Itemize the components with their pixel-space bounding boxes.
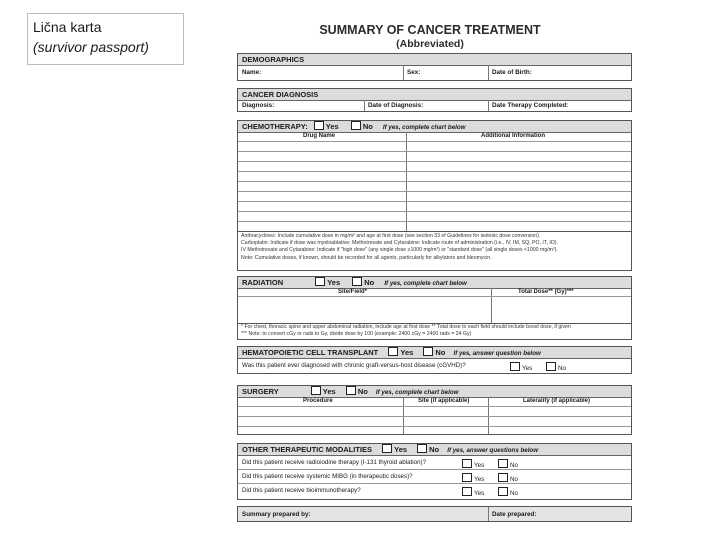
surgery-no-checkbox[interactable] <box>346 386 356 395</box>
form-subtitle: (Abbreviated) <box>396 38 464 50</box>
radioiodine-yes-option[interactable] <box>458 459 484 469</box>
chemo-yes-checkbox[interactable] <box>314 121 324 130</box>
hct-no-label: No <box>435 348 446 357</box>
bioimmunotherapy-yes-label: Yes <box>474 490 485 497</box>
surgery-section <box>237 385 632 435</box>
caption-subtitle: (survivor passport) <box>33 39 149 55</box>
bioimmunotherapy-question: Did this patient receive bioimmunotherapy? <box>242 487 361 494</box>
radioiodine-yes-label: Yes <box>474 462 485 469</box>
radioiodine-no-option[interactable] <box>494 459 518 469</box>
cgvhd-yes-label: Yes <box>522 365 533 372</box>
cgvhd-no-checkbox[interactable] <box>546 362 556 371</box>
mibg-yes-checkbox[interactable] <box>462 473 472 482</box>
demographics-section <box>237 53 632 81</box>
chemo-instruction: If yes, complete chart below <box>382 124 466 131</box>
summary-footer <box>237 506 632 522</box>
therapy-completed-field[interactable]: Date Therapy Completed: <box>492 102 569 109</box>
laterality-column: Laterality (if applicable) <box>523 398 591 404</box>
radiation-no-label: No <box>364 278 375 287</box>
radiation-section <box>237 276 632 340</box>
other-yes-checkbox[interactable] <box>382 444 392 453</box>
bioimmunotherapy-yes-checkbox[interactable] <box>462 487 472 496</box>
chemotherapy-section <box>237 120 632 271</box>
radiation-footnotes <box>241 324 571 338</box>
other-no-checkbox[interactable] <box>417 444 427 453</box>
hct-instruction: If yes, answer question below <box>453 350 541 357</box>
chemo-no-label: No <box>362 122 373 131</box>
form-title: SUMMARY OF CANCER TREATMENT <box>319 23 541 37</box>
dob-field[interactable]: Date of Birth: <box>492 69 532 76</box>
chemo-note-4: Note: Cumulative doses, if known, should be recorded for all agents, particularly for alkylators and bleomycin. <box>241 254 492 261</box>
cgvhd-question: Was this patient ever diagnosed with chronic graft-versus-host disease (cGVHD)? <box>242 362 466 369</box>
date-prepared-field[interactable]: Date prepared: <box>492 511 537 518</box>
surgery-yes-checkbox[interactable] <box>311 386 321 395</box>
hct-yes-checkbox[interactable] <box>388 347 398 356</box>
mibg-no-option[interactable] <box>494 473 518 483</box>
surgery-instruction: If yes, complete chart below <box>375 389 459 396</box>
hct-title: HEMATOPOIETIC CELL TRANSPLANT <box>242 348 379 357</box>
additional-info-column: Additional Information <box>481 133 545 139</box>
cgvhd-yes-option[interactable] <box>506 362 532 372</box>
mibg-yes-label: Yes <box>474 476 485 483</box>
bioimmunotherapy-yes-option[interactable] <box>458 487 484 497</box>
mibg-question: Did this patient receive systemic MIBG (in therapeutic doses)? <box>242 473 413 480</box>
other-no-label: No <box>429 445 440 454</box>
surgery-title: SURGERY <box>242 387 279 396</box>
radiation-yes-checkbox[interactable] <box>315 277 325 286</box>
sex-field[interactable]: Sex: <box>407 69 421 76</box>
chemo-note-2: Carboplatin: Indicate if dose was myeloablative; Methotrexate and Cytarabine: Indicate route of administration (i.e., IV, IM, SQ, PO, IT, IO). <box>241 240 558 247</box>
radioiodine-no-label: No <box>510 462 519 469</box>
surgery-header <box>238 386 631 398</box>
drug-name-column: Drug Name <box>303 133 336 139</box>
other-modalities-title: OTHER THERAPEUTIC MODALITIES <box>242 445 373 454</box>
chemo-footnotes <box>241 233 558 262</box>
total-dose-column: Total Dose** (Gy)*** <box>518 289 574 295</box>
other-modalities-section <box>237 443 632 500</box>
chemo-note-1: Anthracyclines: Include cumulative dose in mg/m² and age at first dose (see section 33 of Guidelines for isotoxic dose conversion). <box>241 233 541 239</box>
site-column: Site (if applicable) <box>418 398 470 404</box>
diagnosis-header: CANCER DIAGNOSIS <box>238 89 631 101</box>
radiation-no-checkbox[interactable] <box>352 277 362 286</box>
name-field[interactable]: Name: <box>242 69 262 76</box>
hct-no-checkbox[interactable] <box>423 347 433 356</box>
radioiodine-yes-checkbox[interactable] <box>462 459 472 468</box>
site-field-column: Site/Field* <box>338 289 368 295</box>
diagnosis-field[interactable]: Diagnosis: <box>242 102 275 109</box>
other-instruction: If yes, answer questions below <box>447 447 539 454</box>
caption-title: Lična karta <box>33 19 102 35</box>
radioiodine-question: Did this patient receive radioiodine therapy (I-131 thyroid ablation)? <box>242 459 427 466</box>
diagnosis-section <box>237 88 632 112</box>
radiation-note-2: *** Note: to convert cGy or rads to Gy, divide dose by 100 (example: 2400 cGy = 2400 rads = 24 Gy) <box>241 331 472 338</box>
mibg-yes-option[interactable] <box>458 473 484 483</box>
cgvhd-yes-checkbox[interactable] <box>510 362 520 371</box>
radiation-yes-label: Yes <box>327 278 341 287</box>
radiation-instruction: If yes, complete chart below <box>384 280 467 287</box>
hct-header <box>238 347 631 359</box>
chemotherapy-title: CHEMOTHERAPY: <box>242 122 308 131</box>
bioimmunotherapy-no-label: No <box>510 490 519 497</box>
slide-caption <box>27 13 184 65</box>
hct-section <box>237 346 632 374</box>
cgvhd-no-label: No <box>558 365 567 372</box>
chemo-note-3: IV Methotrexate and Cytarabine: Indicate if "high dose" (any single dose ≥1000 mg/m²) or "standard dose" (all single doses <1000 mg/m²). <box>241 247 558 254</box>
chemo-no-checkbox[interactable] <box>351 121 361 130</box>
mibg-no-checkbox[interactable] <box>498 473 508 482</box>
bioimmunotherapy-no-option[interactable] <box>494 487 518 497</box>
radioiodine-no-checkbox[interactable] <box>498 459 508 468</box>
prepared-by-field[interactable]: Summary prepared by: <box>242 511 311 518</box>
radiation-note-1: * For chest, thoracic spine and upper abdominal radiation, include age at first dose ** Total dose to each field should include boost dose, if given <box>241 324 571 330</box>
hct-yes-label: Yes <box>400 348 414 357</box>
other-modalities-header <box>238 444 631 456</box>
radiation-title: RADIATION <box>242 278 284 287</box>
surgery-no-label: No <box>357 387 368 396</box>
procedure-column: Procedure <box>303 398 333 404</box>
cgvhd-no-option[interactable] <box>542 362 566 372</box>
radiation-header <box>238 277 631 289</box>
other-yes-label: Yes <box>394 445 408 454</box>
diagnosis-date-field[interactable]: Date of Diagnosis: <box>368 102 424 109</box>
chemo-yes-label: Yes <box>325 122 339 131</box>
demographics-header: DEMOGRAPHICS <box>238 54 631 66</box>
chemotherapy-header <box>238 121 631 133</box>
bioimmunotherapy-no-checkbox[interactable] <box>498 487 508 496</box>
mibg-no-label: No <box>510 476 519 483</box>
surgery-yes-label: Yes <box>322 387 336 396</box>
